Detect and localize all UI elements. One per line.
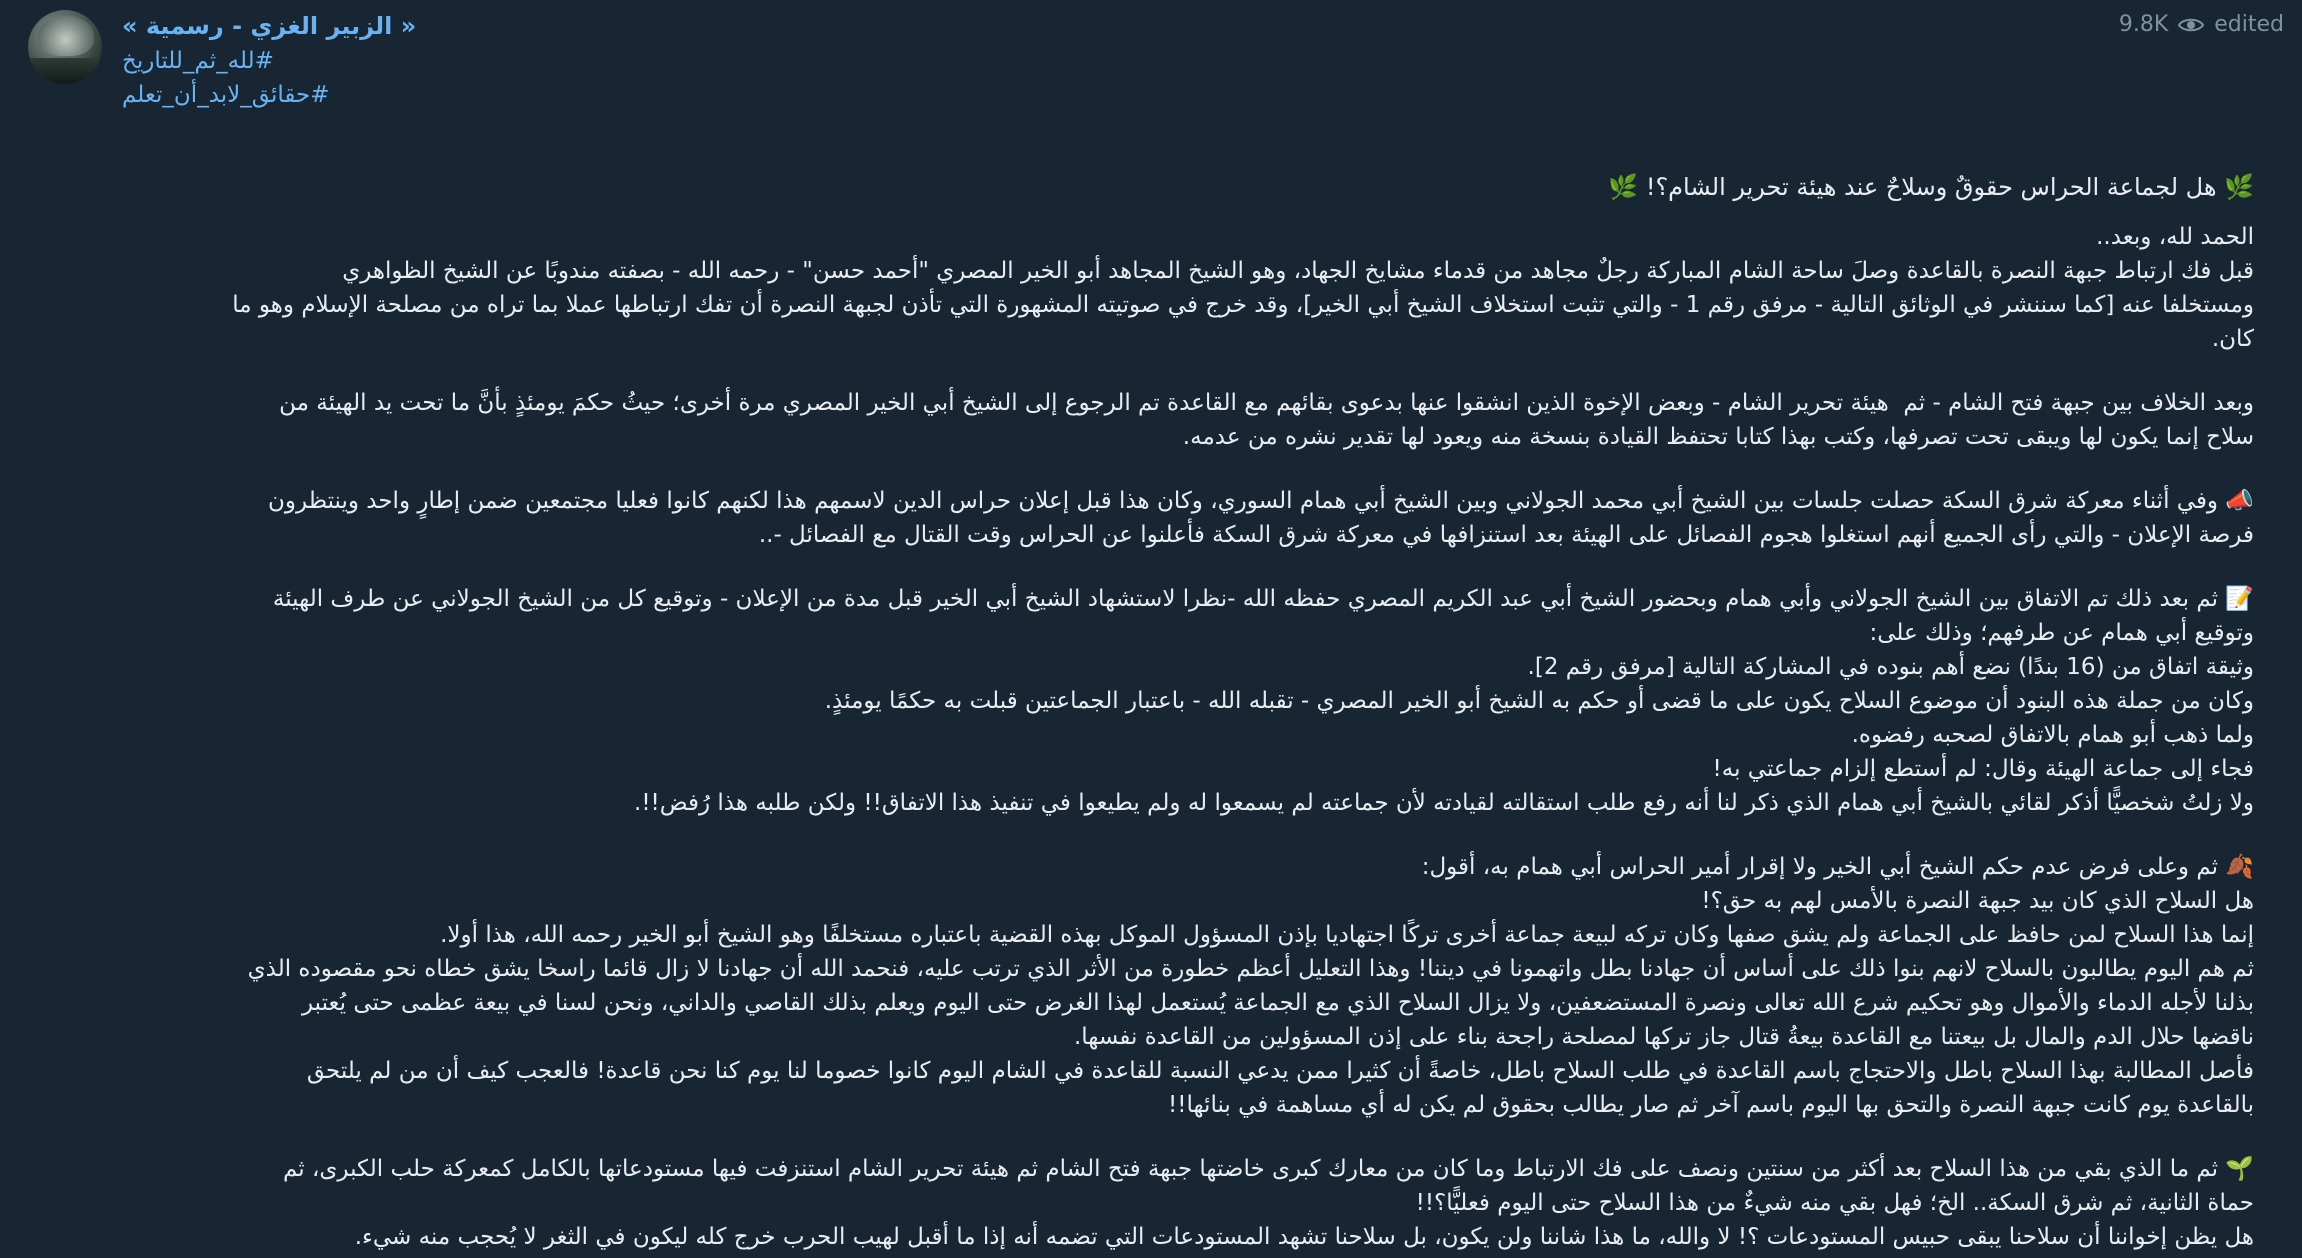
paragraph-line: ناقضها حلال الدم والمال بل بيعتنا مع القاعدة بيعةُ قتال جاز تركها لمصلحة راجحة بناء على إذن المسؤولين من القاعدة نفسها. <box>1073 1024 2254 1050</box>
paragraph-line: فأصل المطالبة بهذا السلاح باطل والاحتجاج باسم القاعدة في طلب السلاح باطل، خاصةً أن كثيرا ممن يدعي النسبة للقاعدة في الشام اليوم كانوا خصوما لنا يوم كنا نحن قاعدة! فالعجب كيف أن من لم يلتحق <box>306 1058 2254 1084</box>
paragraph-line: فرصة الإعلان - والتي رأى الجميع أنهم استغلوا هجوم الفصائل على الهيئة بعد استنزافها في معركة شرق السكة فأعلنوا عن الحراس وقت القتال مع الفصائل -.. <box>758 522 2254 548</box>
paragraph-line: حماة الثانية، ثم شرق السكة.. الخ؛ فهل بقي منه شيءٌ من هذا السلاح حتى اليوم فعليًّا؟!! <box>1415 1190 2254 1216</box>
paragraph-line: كان. <box>2211 326 2254 352</box>
channel-name[interactable]: « الزبير الغزي - رسمية » <box>122 12 417 40</box>
paragraph-line: 🌱 ثم ما الذي بقي من هذا السلاح بعد أكثر من سنتين ونصف على فك الارتباط وما كان من معارك كبرى خاضتها جبهة فتح الشام ثم هيئة تحرير الشام استنزفت فيها مستودعاتها بالكامل كمعركة حلب الكبرى، ثم <box>282 1156 2254 1182</box>
post-message <box>122 8 2254 1254</box>
avatar-ground-shape <box>28 58 102 84</box>
paragraph-line: ثم هم اليوم يطالبون بالسلاح لانهم بنوا ذلك على أساس أن جهادنا بطل واتهمونا في ديننا! وهذا التعليل أعظم خطورة من الأثر الذي ترتب عليه، فنحمد الله أن جهادنا لا زال قائما راسخا يشق خطاه نحو مقصوده الذي <box>247 956 2254 982</box>
paragraph-line: قبل فك ارتباط جبهة النصرة بالقاعدة وصلَ ساحة الشام المباركة رجلٌ مجاهد من قدماء مشايخ الجهاد، وهو الشيخ المجاهد أبو الخير المصري "أحمد حسن" - رحمه الله - بصفته مندوبًا عن الشيخ الظواهري <box>342 258 2254 284</box>
paragraph-line: وثيقة اتفاق من (16 بندًا) نضع أهم بنوده في المشاركة التالية [مرفق رقم 2]. <box>1527 654 2254 680</box>
paragraph-line: ولا زلتُ شخصيًّا أذكر لقائي بالشيخ أبي همام الذي ذكر لنا أنه رفع طلب استقالته لقيادته لأن جماعته لم يسمعوا له ولم يطيعوا في تنفيذ هذا الاتفاق!! ولكن طلبه هذا رُفض!!. <box>634 790 2254 816</box>
post-header <box>122 8 2254 112</box>
view-count: 9.8K <box>2118 12 2169 37</box>
paragraph-line: وتوقيع أبي همام عن طرفهم؛ وذلك على: <box>1869 620 2254 646</box>
paragraph-line: هل السلاح الذي كان بيد جبهة النصرة بالأمس لهم به حق؟! <box>1701 888 2254 914</box>
paragraph-line: بالقاعدة يوم كانت جبهة النصرة والتحق بها اليوم باسم آخر ثم صار يطالب بحقوق لم يكن له أي مساهمة في بنائها!! <box>1168 1092 2254 1118</box>
edited-label: edited <box>2214 12 2284 37</box>
paragraph-line: 🍂 ثم وعلى فرض عدم حكم الشيخ أبي الخير ولا إقرار أمير الحراس أبي همام به، أقول: <box>1421 854 2254 880</box>
paragraph-line: سلاح إنما يكون لها ويبقى تحت تصرفها، وكتب بهذا كتابا تحتفظ القيادة بنسخة منه ويعود لها تقدير نشره من عدمه. <box>1182 424 2254 450</box>
paragraph-line: فجاء إلى جماعة الهيئة وقال: لم أستطع إلزام جماعتي به! <box>1712 756 2254 782</box>
paragraph-line: هل يظن إخواننا أن سلاحنا يبقى حبيس المستودعات ؟! لا والله، ما هذا شاننا ولن يكون، بل سلاحنا تشهد المستودعات التي تضمه أنه إذا ما أقبل لهيب الحرب خرج كله ليكون في الثغر لا يُحجب منه شيء. <box>354 1224 2254 1250</box>
post-greeting: الحمد لله، وبعد.. <box>2096 224 2254 250</box>
paragraph-line: ومستخلفا عنه [كما سننشر في الوثائق التالية - مرفق رقم 1 - والتي تثبت استخلاف الشيخ أبي الخير]، وقد خرج في صوتيته المشهورة التي تأذن لجبهة النصرة أن تفك ارتباطها عملا بما تراه من مصلحة الإسلام وهو ما <box>232 292 2254 318</box>
hashtag-link[interactable]: #حقائق_لابد_أن_تعلم <box>122 82 330 108</box>
post-body <box>122 170 2254 1254</box>
channel-avatar[interactable] <box>28 10 102 84</box>
paragraph-line: إنما هذا السلاح لمن حافظ على الجماعة ولم يشق صفها وكان تركه لبيعة جماعة أخرى تركًا اجتهاديا بإذن المسؤول الموكل بهذه القضية باعتباره مستخلفًا وهو الشيخ أبو الخير رحمه الله، هذا أولا. <box>440 922 2254 948</box>
hashtag-link[interactable]: #لله_ثم_للتاريخ <box>122 48 274 74</box>
paragraph-line: ولما ذهب أبو همام بالاتفاق لصحبه رفضوه. <box>1851 722 2254 748</box>
paragraph-line: بذلنا لأجله الدماء والأموال وهو تحكيم شرع الله تعالى ونصرة المستضعفين، ولا يزال السلاح الذي مع الجماعة يُستعمل لهذا الغرض حتى اليوم ويعلم بذلك القاصي والداني، ونحن لسنا في بيعة عظمى حتى يُعتبر <box>301 990 2254 1016</box>
paragraph-line: 📝 ثم بعد ذلك تم الاتفاق بين الشيخ الجولاني وأبي همام وبحضور الشيخ أبي عبد الكريم المصري حفظه الله -نظرا لاستشهاد الشيخ أبي الخير قبل مدة من الإعلان - وتوقيع كل من الشيخ الجولاني عن طرف الهيئة <box>272 586 2254 612</box>
paragraph-line: وبعد الخلاف بين جبهة فتح الشام - ثم هيئة تحرير الشام - وبعض الإخوة الذين انشقوا عنها بدعوى بقائهم مع القاعدة تم الرجوع إلى الشيخ أبي الخير المصري مرة أخرى؛ حيثُ حكمَ يومئذٍ بأنَّ ما تحت يد الهيئة من <box>279 390 2254 416</box>
paragraph-line: 📣 وفي أثناء معركة شرق السكة حصلت جلسات بين الشيخ أبي محمد الجولاني وبين الشيخ أبي همام السوري، وكان هذا قبل إعلان حراس الدين لاسمهم هذا لكنهم كانوا فعليا مجتمعين ضمن إطارٍ واحد وينتظرون <box>268 488 2254 514</box>
post-title: 🌿 هل لجماعة الحراس حقوقٌ وسلاحٌ عند هيئة تحرير الشام؟! 🌿 <box>1608 173 2254 201</box>
paragraph-line: وكان من جملة هذه البنود أن موضوع السلاح يكون على ما قضى أو حكم به الشيخ أبو الخير المصري - تقبله الله - باعتبار الجماعتين قبلت به حكمًا يومئذٍ. <box>824 688 2254 714</box>
avatar-tree-shape <box>38 16 94 56</box>
